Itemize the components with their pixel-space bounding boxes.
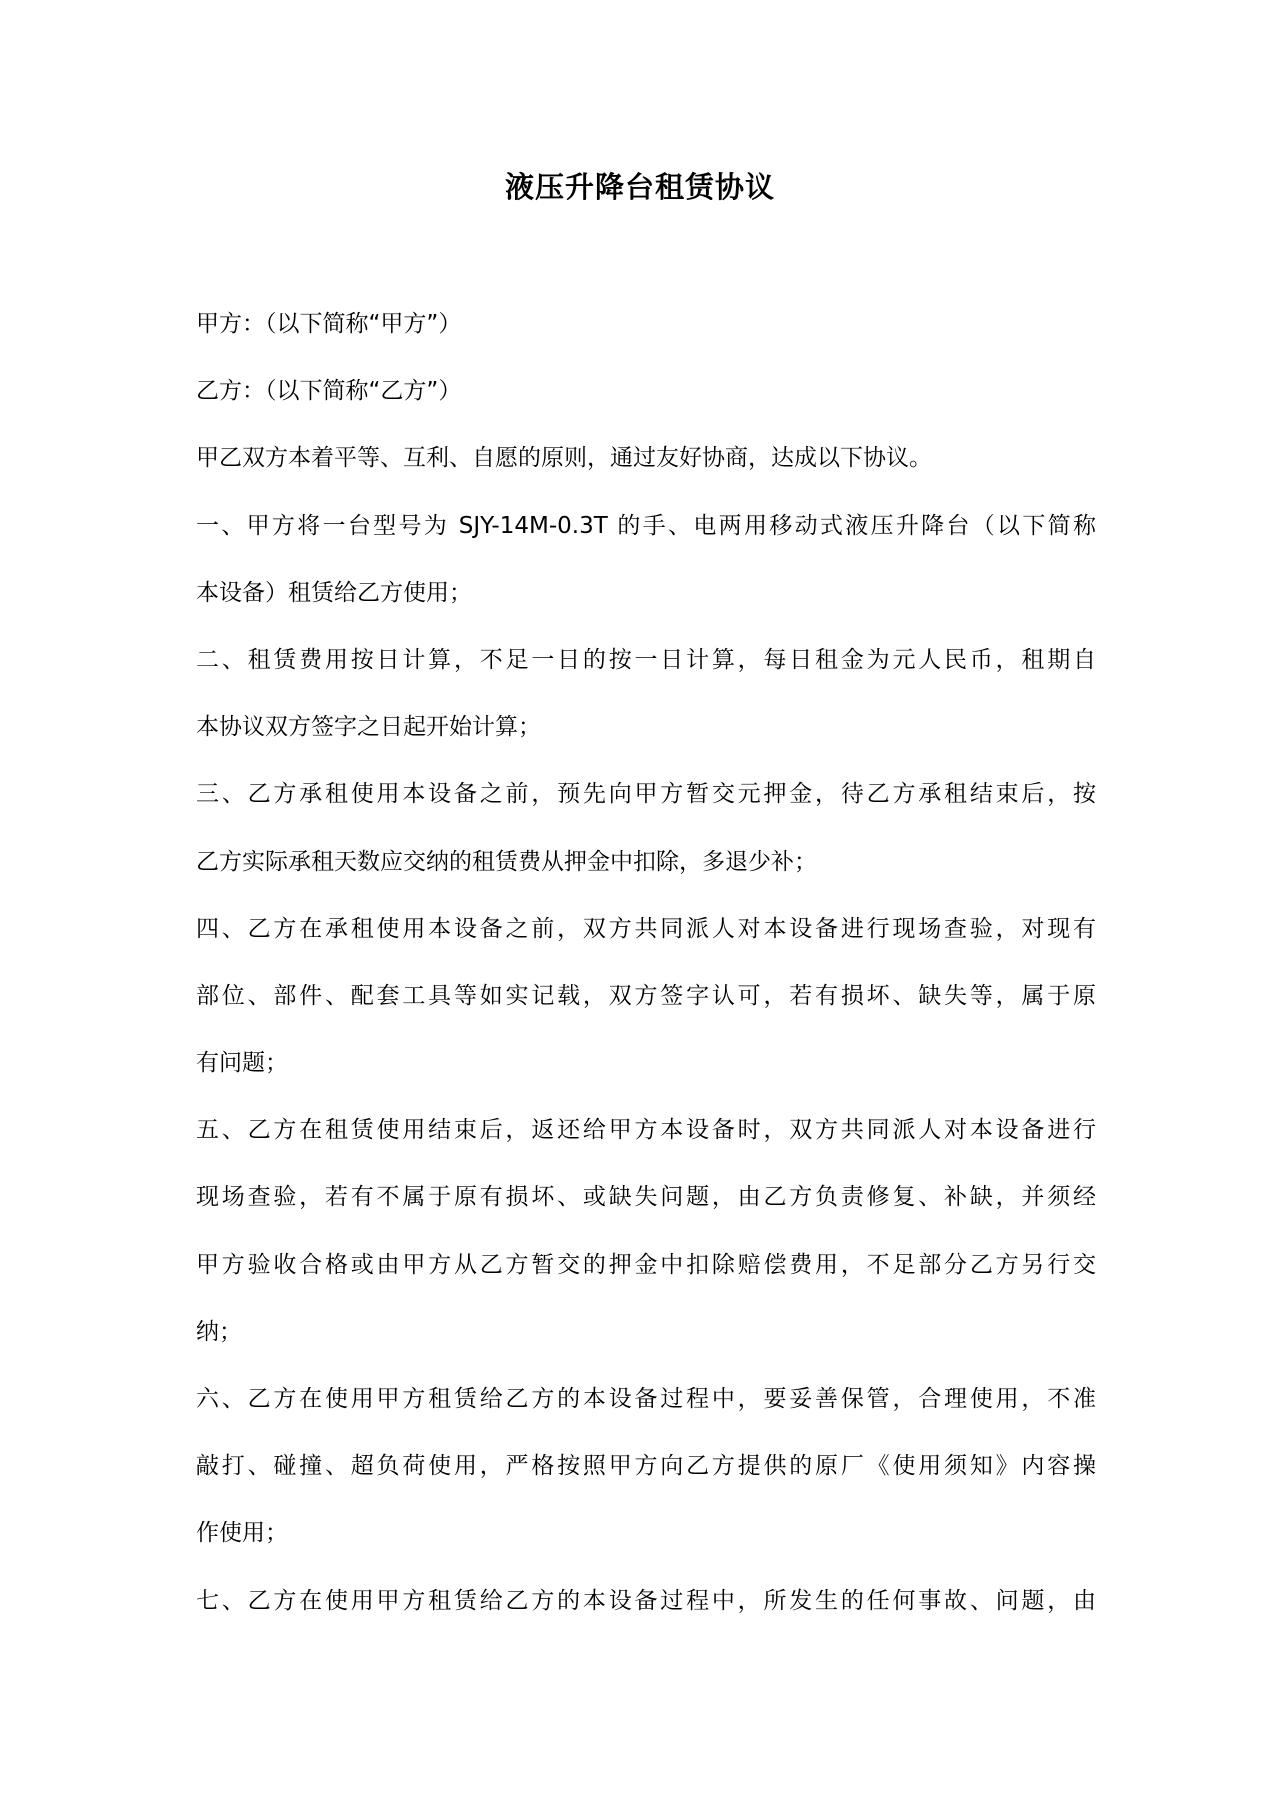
document-line: 三、乙方承租使用本设备之前，预先向甲方暂交元押金，待乙方承租结束后，按	[196, 781, 1096, 808]
document-line: 甲方验收合格或由甲方从乙方暂交的押金中扣除赔偿费用，不足部分乙方另行交	[196, 1251, 1096, 1278]
document-body	[196, 303, 1096, 1647]
document-line: 五、乙方在租赁使用结束后，返还给甲方本设备时，双方共同派人对本设备进行	[196, 1117, 1096, 1144]
document-line: 甲方：（以下简称“甲方”）	[196, 311, 462, 337]
document-line: 本协议双方签字之日起开始计算；	[196, 714, 541, 741]
document-line: 现场查验，若有不属于原有损坏、或缺失问题，由乙方负责修复、补缺，并须经	[196, 1184, 1096, 1211]
document-line: 乙方实际承租天数应交纳的租赁费从押金中扣除，多退少补；	[196, 848, 817, 875]
document-line: 作使用；	[196, 1520, 288, 1547]
document-line: 部位、部件、配套工具等如实记载，双方签字认可，若有损坏、缺失等，属于原	[196, 982, 1096, 1009]
document-line: 六、乙方在使用甲方租赁给乙方的本设备过程中，要妥善保管，合理使用，不准	[196, 1386, 1096, 1412]
document-line: 一、甲方将一台型号为 SJY-14M-0.3T 的手、电两用移动式液压升降台（以下简称	[196, 512, 1096, 539]
document-line: 敲打、碰撞、超负荷使用，严格按照甲方向乙方提供的原厂《使用须知》内容操	[196, 1453, 1096, 1480]
document-line: 乙方：（以下简称“乙方”）	[196, 378, 462, 405]
document-line: 本设备）租赁给乙方使用；	[196, 579, 472, 606]
document-line: 二、租赁费用按日计算，不足一日的按一日计算，每日租金为元人民币，租期自	[196, 646, 1096, 673]
document-title: 液压升降台租赁协议	[504, 170, 775, 204]
document-line: 甲乙双方本着平等、互利、自愿的原则，通过友好协商，达成以下协议。	[196, 445, 932, 472]
document-line: 七、乙方在使用甲方租赁给乙方的本设备过程中，所发生的任何事故、问题，由	[196, 1587, 1096, 1614]
document-line: 有问题；	[196, 1050, 288, 1077]
document-line: 四、乙方在承租使用本设备之前，双方共同派人对本设备进行现场查验，对现有	[196, 915, 1096, 942]
document-line: 纳；	[196, 1318, 242, 1345]
